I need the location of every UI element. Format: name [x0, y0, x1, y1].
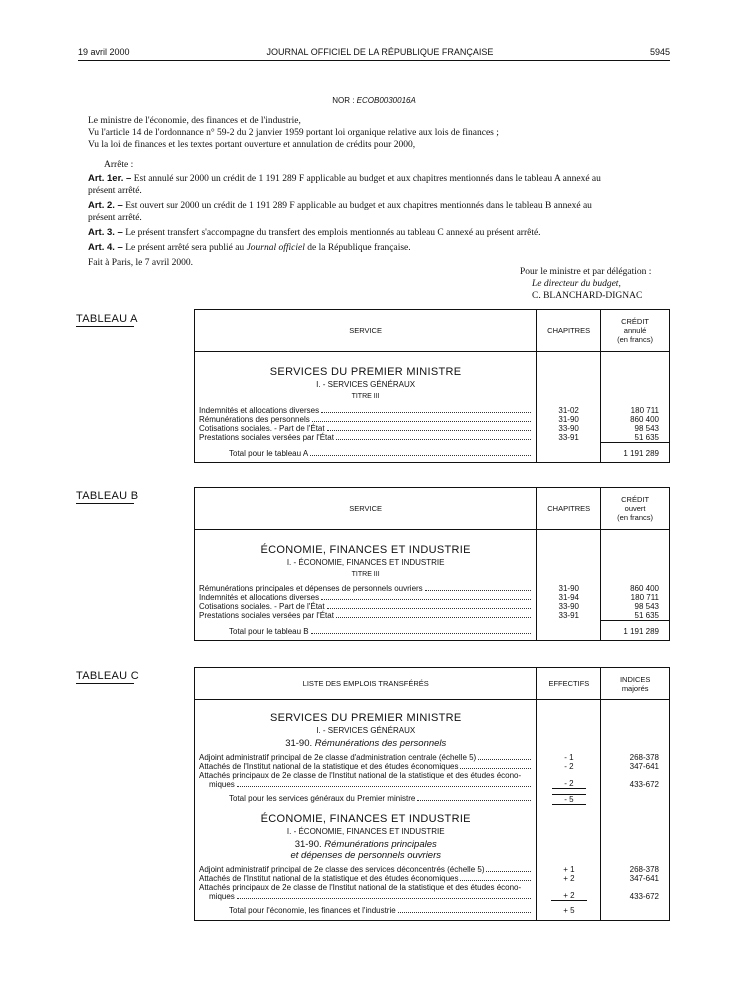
nor-code: ECOB0030016A — [356, 96, 416, 105]
tableau-a — [194, 309, 670, 463]
section-title: ÉCONOMIE, FINANCES ET INDUSTRIE — [195, 813, 537, 825]
col-chapitres: CHAPITRES — [537, 310, 601, 352]
table-row — [195, 406, 670, 415]
row-indices: 347-641 — [629, 874, 659, 883]
row-amount: 98 543 — [634, 602, 659, 611]
col-indices: INDICES majorés — [601, 668, 670, 700]
article-2 — [88, 200, 673, 224]
article-4 — [88, 242, 673, 254]
article-text: Est annulé sur 2000 un crédit de 1 191 289 F applicable au budget et aux chapitres mentionnés dans le tableau A annexé au — [133, 174, 601, 184]
row-label: Cotisations sociales. - Part de l'État — [199, 424, 325, 433]
row-chapitre: 31-90 — [537, 415, 601, 424]
row-amount: 98 543 — [634, 424, 659, 433]
tableau-b — [194, 487, 670, 641]
col-credit: CRÉDIT annulé (en francs) — [601, 310, 670, 352]
table-header — [195, 668, 670, 700]
row-indices: 433-672 — [629, 892, 659, 901]
table-row — [195, 883, 670, 901]
row-chapitre: 33-91 — [537, 433, 601, 443]
row-indices: 268-378 — [629, 865, 659, 874]
article-text: Le présent arrêté sera publié au — [125, 243, 247, 253]
row-amount: 860 400 — [630, 584, 659, 593]
subsection-title: I. - ÉCONOMIE, FINANCES ET INDUSTRIE — [195, 556, 537, 567]
row-label: Attachés principaux de 2e classe de l'Institut national de la statistique et des études écono- — [199, 883, 522, 892]
col-credit: CRÉDIT ouvert (en francs) — [601, 488, 670, 530]
section-title: SERVICES DU PREMIER MINISTRE — [195, 366, 537, 378]
total-amount: 1 191 289 — [601, 621, 670, 641]
row-indices: 268-378 — [629, 753, 659, 762]
row-chapitre: 31-94 — [537, 593, 601, 602]
row-effectif: - 2 — [537, 762, 601, 771]
nor-label: NOR : — [332, 96, 355, 105]
total-label: Total pour le tableau B — [229, 626, 309, 636]
total-amount: 1 191 289 — [601, 443, 670, 463]
titre-label: TITRE III — [195, 389, 537, 406]
row-indices: 347-641 — [629, 762, 659, 771]
table-row — [195, 771, 670, 789]
article-1 — [88, 173, 673, 197]
tableau-c-label-rule — [76, 683, 134, 684]
row-chapitre: 31-90 — [537, 584, 601, 593]
preamble — [88, 115, 668, 151]
row-indices: 433-672 — [629, 780, 659, 789]
table-row — [195, 762, 670, 771]
total-row — [195, 443, 670, 463]
table-header — [195, 488, 670, 530]
preamble-line: Vu l'article 14 de l'ordonnance n° 59-2 du 2 janvier 1959 portant loi organique relative aux lois de finances ; — [88, 128, 499, 138]
subsection-title: I. - SERVICES GÉNÉRAUX — [195, 724, 537, 735]
table-row — [195, 584, 670, 593]
row-chapitre: 33-91 — [537, 611, 601, 621]
col-chapitres: CHAPITRES — [537, 488, 601, 530]
subsection-title: I. - ÉCONOMIE, FINANCES ET INDUSTRIE — [195, 825, 537, 836]
col-service: SERVICE — [195, 310, 537, 352]
signature-line: Pour le ministre et par délégation : — [520, 267, 652, 277]
row-amount: 51 635 — [634, 611, 659, 620]
article-text: Est ouvert sur 2000 un crédit de 1 191 289 F applicable au budget et aux chapitres mentionnés dans le tableau B annexé au — [125, 201, 592, 211]
row-label: Adjoint administratif principal de 2e classe des services déconcentrés (échelle 5) — [199, 865, 485, 874]
table-row — [195, 611, 670, 621]
signature — [520, 266, 651, 302]
row-chapitre: 31-02 — [537, 406, 601, 415]
row-chapitre: 33-90 — [537, 602, 601, 611]
preamble-line: Vu la loi de finances et les textes portant ouverture et annulation de crédits pour 2000, — [88, 140, 416, 150]
row-label: Indemnités et allocations diverses — [199, 406, 320, 415]
article-text: de la République française. — [304, 243, 411, 253]
table-row — [195, 433, 670, 443]
row-amount: 860 400 — [630, 415, 659, 424]
row-label: Attachés principaux de 2e classe de l'Institut national de la statistique et des études écono- — [199, 771, 522, 780]
row-label: Prestations sociales versées par l'État — [199, 433, 334, 442]
articles — [88, 173, 673, 269]
total-row — [195, 621, 670, 641]
table-row — [195, 602, 670, 611]
signature-title: Le directeur du budget, — [532, 279, 621, 289]
titre-label: TITRE III — [195, 567, 537, 584]
row-label: Rémunérations des personnels — [199, 415, 310, 424]
article-label: Art. 4. – — [88, 242, 123, 253]
table-row — [195, 753, 670, 762]
row-label: Indemnités et allocations diverses — [199, 593, 320, 602]
row-effectif: + 1 — [537, 865, 601, 874]
row-label: Prestations sociales versées par l'État — [199, 611, 334, 620]
total-effectif: - 5 — [552, 794, 585, 805]
article-label: Art. 2. – — [88, 200, 123, 211]
table-row — [195, 415, 670, 424]
tableau-b-label-rule — [76, 503, 134, 504]
total-label: Total pour l'économie, les finances et l'industrie — [229, 906, 396, 915]
header-page-number: 5945 — [649, 47, 670, 57]
article-text: présent arrêté. — [88, 186, 142, 196]
tableau-c-label: TABLEAU C — [76, 670, 140, 682]
table-row — [195, 593, 670, 602]
row-amount: 51 635 — [634, 433, 659, 442]
article-text: présent arrêté. — [88, 213, 142, 223]
arrete-label: Arrête : — [104, 160, 134, 170]
chapter-heading: 31-90. Rémunérations principales et dépenses de personnels ouvriers — [195, 836, 537, 865]
row-label-cont: miques — [209, 892, 235, 901]
article-label: Art. 1er. – — [88, 173, 132, 184]
subsection-title: I. - SERVICES GÉNÉRAUX — [195, 378, 537, 389]
table-header — [195, 310, 670, 352]
row-label: Rémunérations principales et dépenses de personnels ouvriers — [199, 584, 423, 593]
row-label: Adjoint administratif principal de 2e classe d'administration centrale (échelle 5) — [199, 753, 477, 762]
header-title: JOURNAL OFFICIEL DE LA RÉPUBLIQUE FRANÇAISE — [266, 47, 494, 57]
tableau-c — [194, 667, 670, 921]
section-title: ÉCONOMIE, FINANCES ET INDUSTRIE — [195, 544, 537, 556]
row-effectif: - 2 — [552, 779, 585, 789]
section-title: SERVICES DU PREMIER MINISTRE — [195, 712, 537, 724]
article-text-italic: Journal officiel — [246, 243, 305, 253]
row-effectif: - 1 — [537, 753, 601, 762]
tableau-b-label: TABLEAU B — [76, 490, 139, 502]
row-amount: 180 711 — [630, 406, 659, 415]
table-row — [195, 874, 670, 883]
col-liste: LISTE DES EMPLOIS TRANSFÉRÉS — [195, 668, 537, 700]
table-row — [195, 865, 670, 874]
preamble-line: Le ministre de l'économie, des finances et de l'industrie, — [88, 116, 301, 126]
total-effectif: + 5 — [537, 901, 601, 921]
signature-name: C. BLANCHARD-DIGNAC — [532, 291, 643, 301]
tableau-a-label-rule — [76, 326, 134, 327]
fait-line: Fait à Paris, le 7 avril 2000. — [88, 258, 194, 268]
row-label: Attachés de l'Institut national de la statistique et des études économiques — [199, 874, 459, 883]
total-row — [195, 789, 670, 807]
header-date: 19 avril 2000 — [78, 47, 130, 57]
tableau-a-label: TABLEAU A — [76, 313, 138, 325]
table-row — [195, 424, 670, 433]
total-row — [195, 901, 670, 921]
row-label: Attachés de l'Institut national de la statistique et des études économiques — [199, 762, 459, 771]
total-label: Total pour les services généraux du Premier ministre — [229, 794, 416, 803]
total-label: Total pour le tableau A — [229, 448, 309, 458]
row-label-cont: miques — [209, 780, 235, 789]
row-effectif: + 2 — [537, 874, 601, 883]
chapter-heading: 31-90. Rémunérations des personnels — [195, 735, 537, 753]
article-3 — [88, 227, 673, 239]
article-text: Le présent transfert s'accompagne du transfert des emplois mentionnés au tableau C annexé au présent arrêté. — [125, 228, 541, 238]
col-service: SERVICE — [195, 488, 537, 530]
col-effectifs: EFFECTIFS — [537, 668, 601, 700]
row-chapitre: 33-90 — [537, 424, 601, 433]
row-amount: 180 711 — [630, 593, 659, 602]
article-label: Art. 3. – — [88, 227, 123, 238]
header-rule — [78, 60, 670, 61]
row-effectif: + 2 — [551, 891, 586, 901]
nor-line — [0, 96, 748, 105]
row-label: Cotisations sociales. - Part de l'État — [199, 602, 325, 611]
